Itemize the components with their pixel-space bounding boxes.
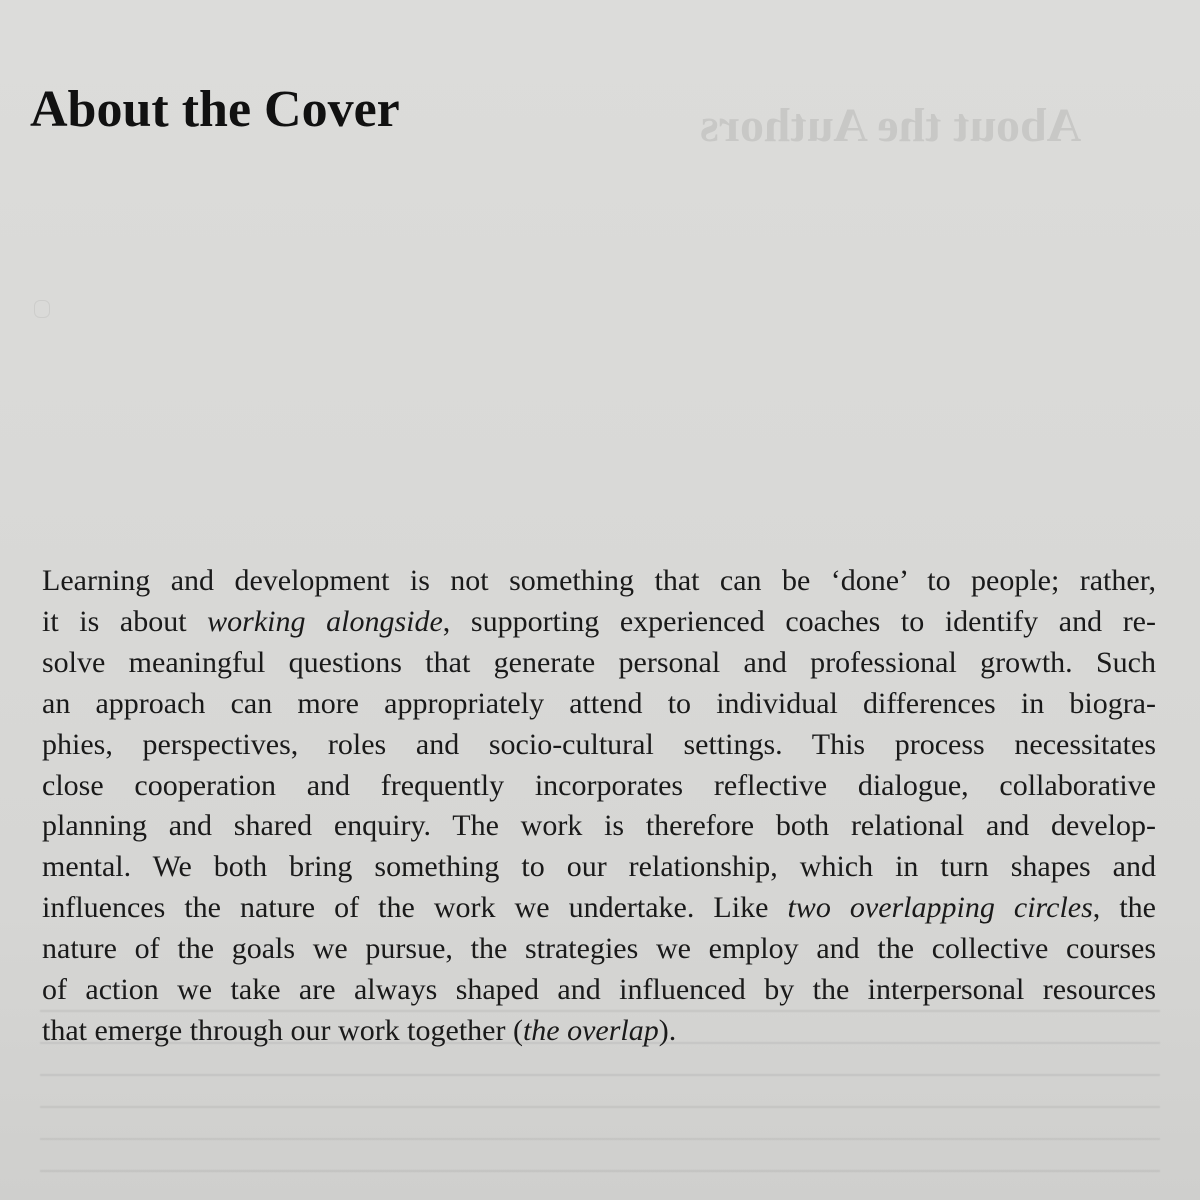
text-segment: nature of the goals we pursue, the strategies we employ and the collective courses: [42, 932, 1156, 966]
italic-phrase: working alongside: [207, 604, 443, 638]
italic-phrase: two overlapping circles: [787, 891, 1093, 925]
paragraph-line: [42, 970, 1156, 1011]
text-segment: Learning and development is not something that can be ‘done’ to people; rather,: [42, 564, 1156, 597]
paragraph-line: [42, 806, 1156, 847]
text-segment: , supporting experienced coaches to identify and re-: [442, 604, 1156, 638]
text-segment: , the: [1092, 891, 1156, 925]
paragraph-line: [42, 684, 1156, 725]
text-segment: an approach can more appropriately attend to individual differences in biogra-: [42, 686, 1156, 720]
text-segment: planning and shared enquiry. The work is therefore both relational and develop-: [42, 809, 1156, 843]
paragraph-line: [42, 929, 1156, 970]
paragraph-line: [42, 725, 1156, 766]
paragraph-line: [42, 561, 1156, 602]
paragraph-line: [42, 643, 1156, 684]
body-paragraph: [42, 561, 1156, 1052]
paragraph-line: [42, 1011, 1156, 1052]
text-segment: solve meaningful questions that generate personal and professional growth. Such: [42, 645, 1156, 679]
paragraph-line: [42, 766, 1156, 807]
text-segment: of action we take are always shaped and influenced by the interpersonal resources: [42, 973, 1156, 1007]
show-through-heading: About the Authors: [700, 99, 1082, 152]
text-segment: mental. We both bring something to our relationship, which in turn shapes and: [42, 850, 1156, 884]
text-segment: that emerge through our work together (: [42, 1013, 523, 1047]
show-through-mark: [34, 300, 50, 318]
paragraph-line: [42, 847, 1156, 888]
text-segment: influences the nature of the work we undertake. Like: [42, 891, 788, 925]
text-segment: it is about: [42, 604, 208, 638]
text-segment: close cooperation and frequently incorporates reflective dialogue, collaborative: [42, 768, 1156, 802]
paragraph-line: [42, 888, 1156, 929]
italic-phrase: the overlap: [522, 1013, 659, 1047]
text-segment: ).: [658, 1013, 677, 1047]
page-title: About the Cover: [30, 81, 400, 138]
paragraph-line: [42, 602, 1156, 643]
text-segment: phies, perspectives, roles and socio-cultural settings. This process necessitates: [42, 727, 1156, 761]
